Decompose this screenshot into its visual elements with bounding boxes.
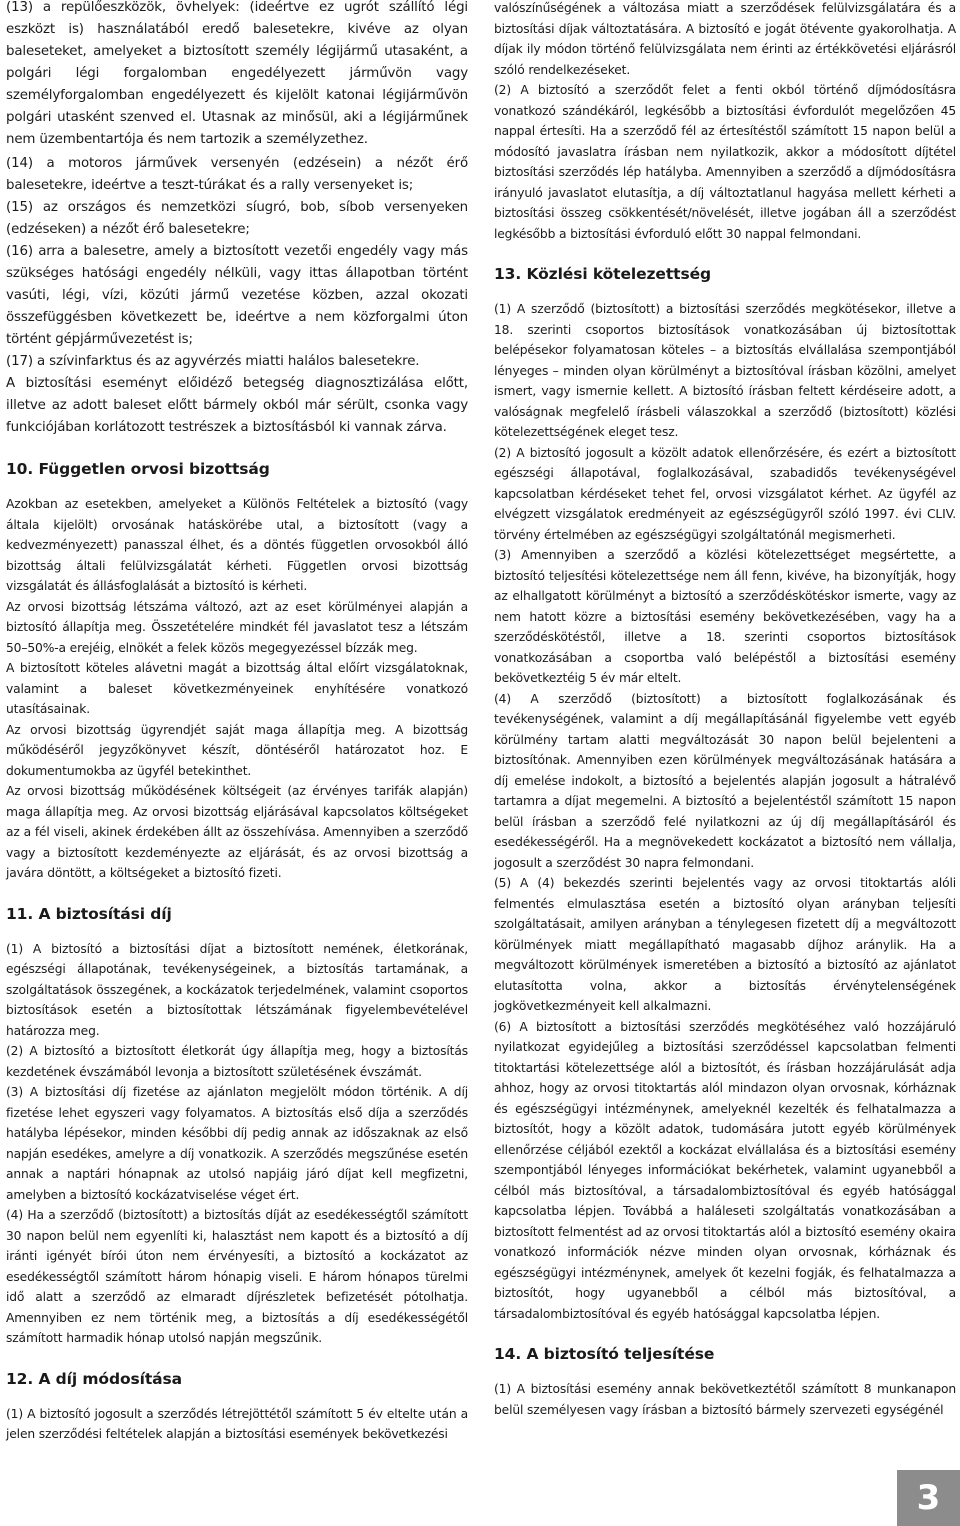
exclusion-14: (14) a motoros járművek versenyén (edzésein) a nézőt érő balesetekre, ideértve a teszt-túrákat és a rally versenyeket is; [6, 156, 468, 193]
section-13-title: 13. Közlési kötelezettség [494, 265, 711, 283]
section-14-title: 14. A biztosító teljesítése [494, 1345, 715, 1363]
section-13-para-4: (4) A szerződő (biztosított) a biztosított foglalkozásának és tevékenységének, valamint a díj megállapításánál figyelembe vett egyéb körülmény tartam alatti megváltozását 30 napon belül bejelenteni a biztosítónak. Amennyiben ezen körülmények megváltozásának hatására a díj emelése indokolt, a biztosító a bejelentés alapján jogosult a hátralévő tartamra a díjat megemelni. A biztosító a bejelentéstől számított 15 napon belül írásban a szerződő felé nyilatkozni az új díj megállapításáról és esedékességéről. Ha a megnövekedett kockázatot a biztosító nem vállalja, jogosult a szerződést 30 napra felmondani. [494, 691, 956, 870]
exclusion-17: (17) a szívinfarktus és az agyvérzés miatti halálos balesetekre. [6, 354, 420, 369]
section-13-para-6: (6) A biztosított a biztosítási szerződés megkötéséhez való hozzájáruló nyilatkozat egyidejűleg a biztosítási szerződéssel kapcsolatban felmenti titoktartási kötelezettsége alól a biztosítót, és írásban hozzájárulását adja ahhoz, hogy az orvosi titoktartás alól mindazon olyan orvosnak, kórháznak és egészségügyi intézménynek, amelyeknél kezelték és felhatalmazza a biztosítót, hogy a közölt adatok, tudomására jutott egyéb körülmények ellenőrzése céljából ezektől a kockázat elvállalása és a biztosítási esemény szempontjából lényeges információkat bekérhetek, valamint ugyanebből a célból más biztosítóval, a társadalombiztosítóval és egyéb hatósággal kapcsolatba lépjen. Továbbá a haláleseti szolgáltatás vonatkozásában a biztosított felmentést ad az orvosi titoktartás alól a biztosító esemény okaira vonatkozó információk nézve minden olyan orvosnak, kórháznak és egészségügyi intézménynek, amelyek őt kezelni fogják, és felhatalmazza a biztosítót, hogy ugyanebből a célból más biztosítóval, a társadalombiztosítóval és egyéb hatósággal kapcsolatba lépjen. [494, 1019, 956, 1321]
section-12-continued: valószínűségének a változása miatt a szerződések felülvizsgálatára és a biztosítási díjak változtatására. A biztosító e jogát ötévente gyakorolhatja. A díjak ily módon történő felülvizsgálata nem érinti az értékkövetési eljárásról szóló rendelkezéseket. [494, 1, 956, 77]
section-10-para-3: A biztosított köteles alávetni magát a bizottság által előírt vizsgálatoknak, valamint a baleset következményeinek enyhítésére vonatkozó utasításainak. [6, 661, 468, 716]
section-13-para-1: (1) A szerződő (biztosított) a biztosítási szerződés megkötésekor, illetve a 18. szerinti csoportos biztosítások vonatkozásában új biztosítottak belépésekor folyamatosan köteles – a biztosítás elvállalása szempontjából lényeges – minden olyan körülményt a biztosítóval írásban közölni, amelyet ismert, vagy ismernie kellett. A biztosító írásban feltett kérdéseire adott, a valóságnak megfelelő írásbeli válaszokkal a szerződő (biztosított) közlési kötelezettségének eleget tesz. [494, 302, 956, 439]
section-11-para-4: (4) Ha a szerződő (biztosított) a biztosítás díját az esedékességtől számított 30 napon belül nem egyenlíti ki, halasztást nem kapott és a biztosító a díj iránti igényét bírói úton nem érvényesíti, a biztosító a kockázatot az esedékességtől számított három hónapig viseli. E három hónapos türelmi idő alatt a szerződő az elmaradt díjrészletek befizetését pótolhatja. Amennyiben ez nem történik meg, a biztosítás a díj esedékességétől számított harmadik hónap utolsó napján megszűnik. [6, 1208, 468, 1345]
section-13-para-3: (3) Amennyiben a szerződő a közlési kötelezettséget megsértette, a biztosító teljesítési kötelezettsége nem áll fenn, kivéve, ha bizonyítják, hogy az elhallgatott körülményt a biztosító a szerződéskötéskor ismerte, vagy az nem hatott közre a biztosítási esemény bekövetkezésében, vagy ha a szerződéskötéstől, illetve a 18. szerinti csoportos biztosítások vonatkozásában a csoportba való belépéstől a biztosítási esemény bekövetkeztéig 5 év már eltelt. [494, 548, 956, 685]
section-10-para-4: Az orvosi bizottság ügyrendjét saját maga állapítja meg. A bizottság működéséről jegyzőkönyvet készít, döntéséről határozatot hoz. E dokumentumokba az ügyfél betekinthet. [6, 722, 468, 778]
section-12-para-1: (1) A biztosító jogosult a szerződés létrejöttétől számított 5 év eltelte után a jelen szerződési feltételek alapján a biztosítási események bekövetkezési [6, 1406, 468, 1441]
exclusion-16: (16) arra a balesetre, amely a biztosított vezetői engedély vagy más szükséges hatósági engedély nélküli, vagy ittas állapotban történt vasúti, légi, vízi, közúti jármű vezetése közben, azzal okozati összefüggésben következett be, ideértve a nem közforgalmi úton történt gépjárművezetést is; [6, 244, 468, 347]
section-14-para-1: (1) A biztosítási esemény annak bekövetkeztétől számított 8 munkanapon belül személyesen vagy írásban a biztosító bármely szervezeti egységénél [494, 1382, 956, 1417]
exclusion-15: (15) az országos és nemzetközi síugró, bob, síbob versenyeken (edzéseken) a nézőt érő balesetekre; [6, 200, 468, 237]
section-11-title: 11. A biztosítási díj [6, 904, 172, 923]
section-11-para-1: (1) A biztosító a biztosítási díjat a biztosított nemének, életkorának, egészségi állapotának, tevékenységeinek, a biztosítás tartamának, a szolgáltatások összegének, a kockázatok terjedelmének, valamint csoportos biztosítások esetén a biztosítottak létszámának figyelembevételével határozza meg. [6, 941, 468, 1038]
page-number: 3 [897, 1470, 960, 1526]
section-11-para-3: (3) A biztosítási díj fizetése az ajánlaton megjelölt módon történik. A díj fizetése lehet egyszeri vagy folyamatos. A biztosítás első díja a szerződés hatályba lépésekor, minden későbbi díj pedig annak az időszaknak az első napján esedékes, amelyre a díj vonatkozik. A szerződés megszűnése esetén annak a naptári hónapnak az utolsó napjáig járó díjat kell megfizetni, amelyben a biztosító kockázatviselése véget ért. [6, 1085, 468, 1202]
section-10-para-1: Azokban az esetekben, amelyeket a Különös Feltételek a biztosító (vagy általa kijelölt) orvosának hatáskörébe utal, a biztosított (vagy a kedvezményezett) panasszal élhet, és a döntés független orvosokból álló bizottság általi felülvizsgálatát kérheti. Független orvosi bizottság vizsgálatát és állásfoglalását a biztosító is kérheti. [6, 497, 468, 593]
section-12-title: 12. A díj módosítása [6, 1369, 183, 1388]
section-11-para-2: (2) A biztosító a biztosított életkorát úgy állapítja meg, hogy a biztosítás kezdetének évszámából levonja a biztosított születésének évszámát. [6, 1044, 468, 1079]
section-10-title: 10. Független orvosi bizottság [6, 460, 270, 478]
section-13-para-2: (2) A biztosító jogosult a közölt adatok ellenőrzésére, és ezért a biztosított egészségi állapotával, foglalkozásával, szabadidős tevékenységével kapcsolatban kérdéseket tehet fel, orvosi vizsgálatot kérhet. Az ügyfél az elvégzett vizsgálatok eredményeit az egészségügyről szóló 1997. évi CLIV. törvény értelmében az egészségügyi szolgáltatónál megismerheti. [494, 445, 956, 542]
section-10-para-5: Az orvosi bizottság működésének költségeit (az érvényes tarifák alapján) maga állapítja meg. Az orvosi bizottság eljárásával kapcsolatos költségeket az a fél viseli, akinek érdekében állt az összehívása. Amennyiben a szerződő vagy a biztosított kezdeményezte az eljárását, és az orvosi bizottság a javára döntött, a költségeket a biztosító fizeti. [6, 784, 468, 880]
section-10-para-2: Az orvosi bizottság létszáma változó, azt az eset körülményei alapján a biztosító állapítja meg. Összetételére mindkét fél javaslatot tesz a létszám 50–50%-a erejéig, elnökét a felek közös megegyezéssel bízzák meg. [6, 599, 468, 655]
section-12-para-2: (2) A biztosító a szerződőt felet a fenti okból történő díjmódosításra vonatkozó szándékáról, legkésőbb a biztosítási évfordulót megelőzően 45 nappal értesíti. Ha a szerződő fél az értesítéstől számított 15 napon belül a módosító javaslatra írásban nem nyilatkozik, akkor a módosított díjtétel biztosítási szerződés lép hatályba. Amennyiben a szerződő a díjmódosításra irányuló javaslatot elutasítja, a díj változtatlanul hagyása mellett kérheti a biztosítási összeg csökkentését/növelését, illetve jogában áll a szerződést legkésőbb a biztosítási évforduló előtt 30 nappal felmondani. [494, 83, 956, 241]
exclusion-13: (13) a repülőeszközök, övhelyek: (ideértve ez ugrót szállító légi eszközt is) használatából eredő balesetekre, kivéve az olyan baleseteket, amelyeket a biztosított személy légijármű utasaként, a polgári légi forgalomban engedélyezett járművön vagy személyforgalomban engedélyezett és kijelölt katonai légijárművön polgári utasként szenved el. Utasnak az minősül, aki a légijárműnek nem üzembentartója és nem tartozik a személyzethez. [6, 0, 468, 147]
right-column [494, 0, 956, 1420]
excluded-body-parts: A biztosítási eseményt előidéző betegség diagnosztizálása előtt, illetve az adott baleset előtt bármely okból már sérült, csonka vagy funkciójában korlátozott testrészek a biztosításból ki vannak zárva. [6, 376, 468, 435]
section-13-para-5: (5) A (4) bekezdés szerinti bejelentés vagy az orvosi titoktartás alóli felmentés elmulasztása esetén a biztosító olyan arányban teljesíti szolgáltatásait, amilyen arányban a ténylegesen fizetett díj a megváltozott körülmények miatt megállapítható magasabb díjhoz aránylik. Ha a megváltozott körülmények ismeretében a biztosító a biztosító az ajánlatot elutasította volna, akkor a biztosítás érvénytelenségének jogkövetkezményeit kell alkalmazni. [494, 876, 956, 1013]
left-column [6, 0, 468, 1445]
